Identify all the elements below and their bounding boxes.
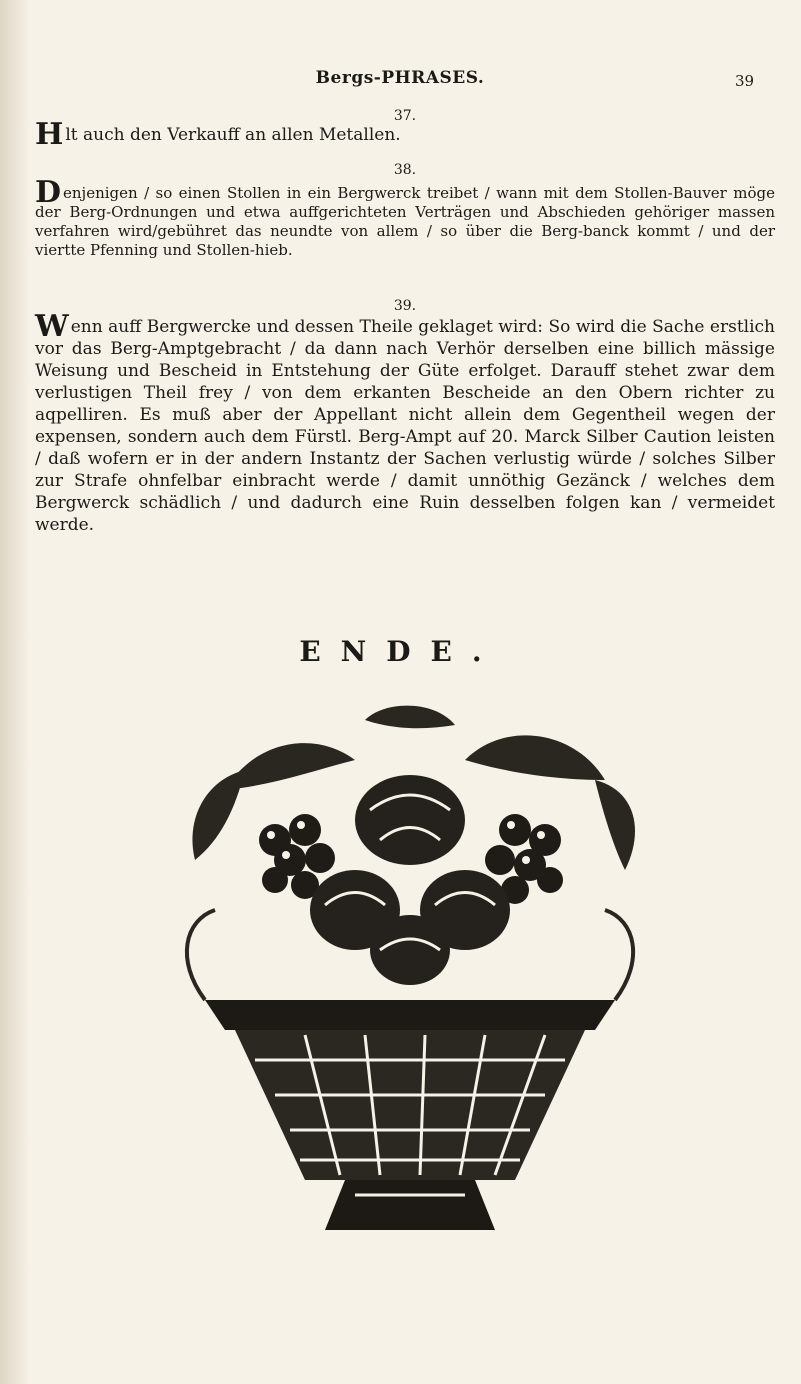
entry-39 xyxy=(35,296,775,616)
entry-37 xyxy=(35,106,775,156)
page-gutter-shadow xyxy=(0,0,30,1384)
drop-initial: W xyxy=(35,309,69,344)
page-header xyxy=(0,66,801,96)
entry-38 xyxy=(35,160,775,290)
entry-number: 37. xyxy=(393,108,417,124)
entry-number: 39. xyxy=(393,298,417,314)
page-number: 39 xyxy=(735,72,755,90)
entry-body: enjenigen / so einen Stollen in ein Bergwerck treibet / wann mit dem Stollen-Bauver möge der Berg-Ordnungen und etwa auffgerichteten Verträgen und Abschieden gehöriger massen verfahren wird/gebühret das neundte von allem / so über die Berg-banck kommt / und der viertte Pfenning und Stollen-hieb. xyxy=(35,184,775,259)
drop-initial: H xyxy=(35,117,64,152)
entry-text xyxy=(35,309,775,536)
entry-body: enn auff Bergwercke und dessen Theile geklaget wird: So wird die Sache erstlich vor das Berg-Amptgebracht / da dann nach Verhör derselben eine billich mässige Weisung und Bescheid in Entstehung der Güte erfolget. Darauff stehet zwar dem verlustigen Theil frey / von dem erkanten Bescheide an den Obern richter zu aqpelliren. Es muß aber der Appellant nicht allein dem Gegentheil wegen der expensen, sondern auch dem Fürstl. Berg-Ampt auf 20. Marck Silber Caution leisten / daß wofern er in der andern Instantz der Sachen verlustig würde / solches Silber zur Strafe ohnfelbar einbracht werde / damit unnöthig Gezänck / welches dem Bergwerck schädlich / und dadurch eine Ruin desselben folgen kan / vermeidet werde. xyxy=(35,317,775,535)
entry-number: 38. xyxy=(393,162,417,178)
entry-body: lt auch den Verkauff an allen Metallen. xyxy=(65,125,401,145)
fruit-basket-ornament-icon xyxy=(165,700,655,1245)
finis-line: ENDE. xyxy=(299,635,502,668)
entry-text xyxy=(35,175,775,260)
drop-initial: D xyxy=(35,175,62,210)
entry-text xyxy=(35,117,775,152)
running-head: Bergs-PHRASES. xyxy=(315,68,485,88)
